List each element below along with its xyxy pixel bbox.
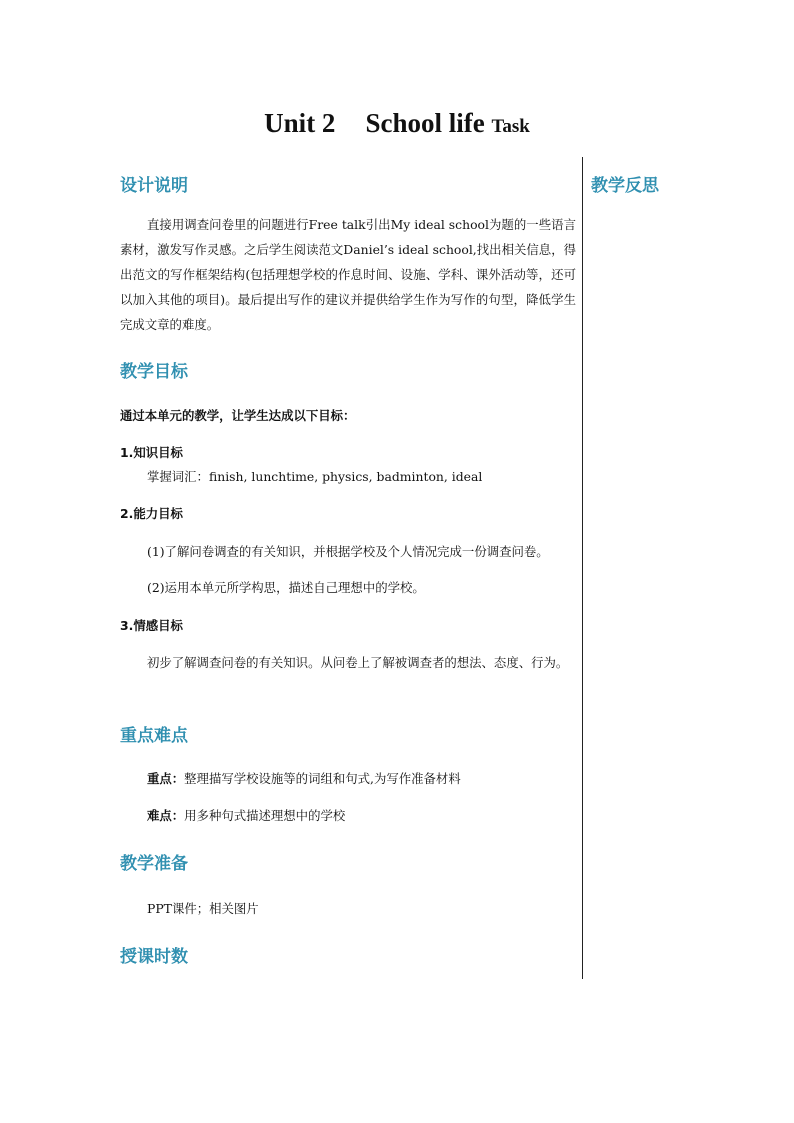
design-paragraph: 直接用调查问卷里的问题进行Free talk引出My ideal school为题的一些语言素材，激发写作灵感。之后学生阅读范文Daniel’s ideal school,找出相关信息，得出范文的写作框架结构(包括理想学校的作息时间、设施、学科、课外活动等，还可以加入其他的项目)。最后提出写作的建议并提供给学生作为写作的句型，降低学生完成文章的难度。 [120,217,576,332]
difficult-point-label: 难点： [147,808,185,823]
emotion-title: 3.情感目标 [120,618,183,633]
difficult-point-text: 用多种句式描述理想中的学校 [184,808,346,823]
key-point-line [147,769,461,787]
title-suffix: Task [491,116,530,137]
emotion-text: 初步了解调查问卷的有关知识。从问卷上了解被调查者的想法、态度、行为。 [147,655,569,670]
title-unit: Unit 2 [264,108,336,138]
reflection-heading: 教学反思 [591,176,659,196]
objectives-heading: 教学目标 [120,362,188,382]
key-point-text: 整理描写学校设施等的词组和句式,为写作准备材料 [184,771,461,786]
key-point-label: 重点： [147,771,185,786]
knowledge-title: 1.知识目标 [120,445,183,460]
title-name: School life [365,108,485,138]
preparation-heading: 教学准备 [120,854,188,874]
design-heading: 设计说明 [120,176,188,196]
objectives-intro: 通过本单元的教学，让学生达成以下目标： [120,408,356,423]
keypoints-heading: 重点难点 [120,726,188,746]
ability-item-1: (1)了解问卷调查的有关知识，并根据学校及个人情况完成一份调查问卷。 [147,544,549,559]
page-title [0,108,794,139]
column-divider [582,157,583,979]
ability-item-2: (2)运用本单元所学构思，描述自己理想中的学校。 [147,580,425,595]
difficult-point-line [147,806,345,824]
knowledge-text: 掌握词汇：finish, lunchtime, physics, badminton, ideal [147,469,483,484]
preparation-text: PPT课件；相关图片 [147,901,259,916]
ability-title: 2.能力目标 [120,506,183,521]
hours-heading: 授课时数 [120,947,188,967]
